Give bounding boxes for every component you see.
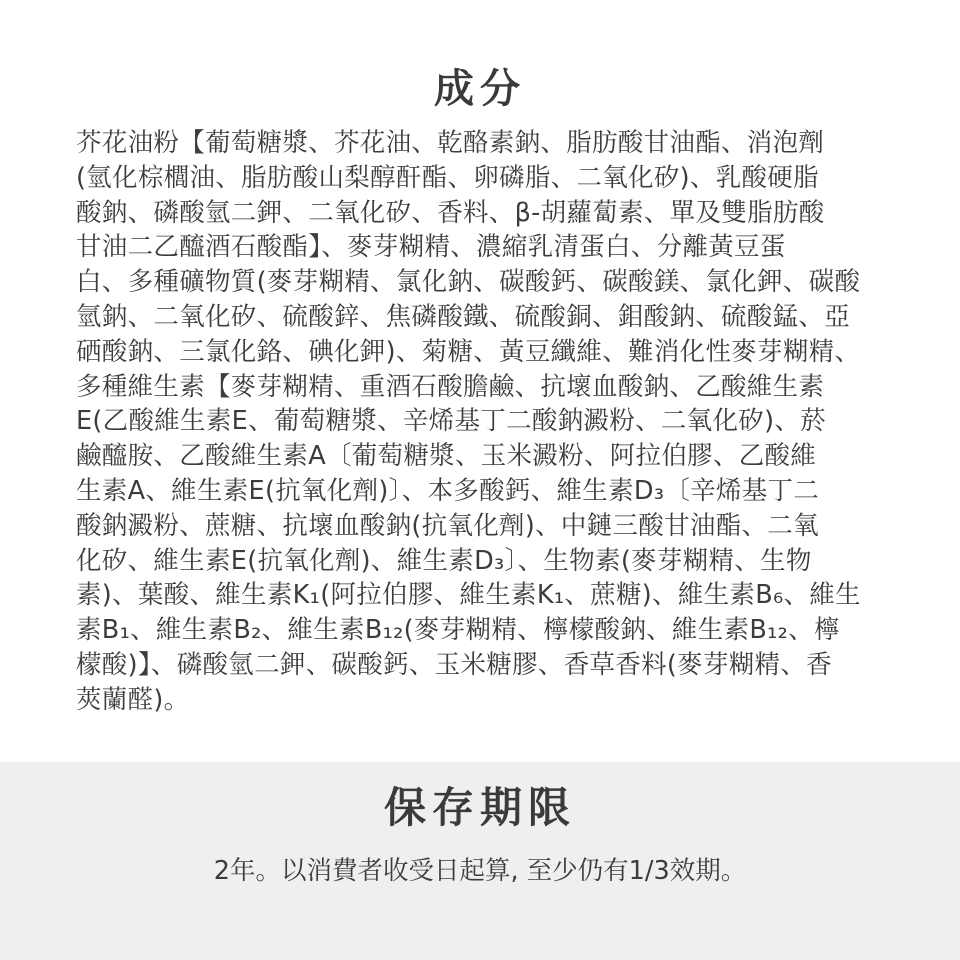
shelf-life-text: 2年。以消費者收受日起算, 至少仍有1/3效期。: [213, 856, 747, 886]
ingredients-line: 檬酸)】、磷酸氫二鉀、碳酸鈣、玉米糖膠、香草香料(麥芽糊精、香: [76, 649, 832, 680]
ingredients-line: 氫鈉、二氧化矽、硫酸鋅、焦磷酸鐵、硫酸銅、鉬酸鈉、硫酸錳、亞: [76, 301, 851, 332]
ingredients-line: 莢蘭醛)。: [76, 684, 190, 715]
shelf-life-title: 保存期限: [383, 783, 576, 832]
shelf-life-section: [0, 762, 960, 960]
ingredients-line: E(乙酸維生素E、葡萄糖漿、辛烯基丁二酸鈉澱粉、二氧化矽)、菸: [76, 406, 826, 437]
ingredients-line: (氫化棕櫚油、脂肪酸山梨醇酐酯、卵磷脂、二氧化矽)、乳酸硬脂: [76, 162, 819, 193]
ingredients-line: 多種維生素【麥芽糊精、重酒石酸膽鹼、抗壞血酸鈉、乙酸維生素: [76, 371, 825, 402]
ingredients-title: 成分: [434, 66, 526, 112]
ingredients-line: 芥花油粉【葡萄糖漿、芥花油、乾酪素鈉、脂肪酸甘油酯、消泡劑: [76, 128, 825, 158]
ingredients-line: 酸鈉、磷酸氫二鉀、二氧化矽、香料、β-胡蘿蔔素、單及雙脂肪酸: [76, 197, 825, 228]
ingredients-line: 素)、葉酸、維生素K₁(阿拉伯膠、維生素K₁、蔗糖)、維生素B₆、維生: [76, 580, 861, 611]
ingredients-line: 生素A、維生素E(抗氧化劑)〕、本多酸鈣、維生素D₃〔辛烯基丁二: [76, 475, 820, 506]
ingredients-line: 酸鈉澱粉、蔗糖、抗壞血酸鈉(抗氧化劑)、中鏈三酸甘油酯、二氧: [76, 510, 819, 541]
ingredients-text: [76, 126, 888, 718]
ingredients-line: 素B₁、維生素B₂、維生素B₁₂(麥芽糊精、檸檬酸鈉、維生素B₁₂、檸: [76, 615, 840, 646]
ingredients-line: 甘油二乙醯酒石酸酯】、麥芽糊精、濃縮乳清蛋白、分離黃豆蛋: [76, 232, 786, 263]
ingredients-line: 白、多種礦物質(麥芽糊精、氯化鈉、碳酸鈣、碳酸鎂、氯化鉀、碳酸: [76, 267, 861, 298]
ingredients-line: 鹼醯胺、乙酸維生素A〔葡萄糖漿、玉米澱粉、阿拉伯膠、乙酸維: [76, 441, 817, 472]
ingredients-line: 化矽、維生素E(抗氧化劑)、維生素D₃〕、生物素(麥芽糊精、生物: [76, 545, 812, 576]
ingredients-line: 硒酸鈉、三氯化鉻、碘化鉀)、菊糖、黃豆纖維、難消化性麥芽糊精、: [76, 336, 861, 367]
